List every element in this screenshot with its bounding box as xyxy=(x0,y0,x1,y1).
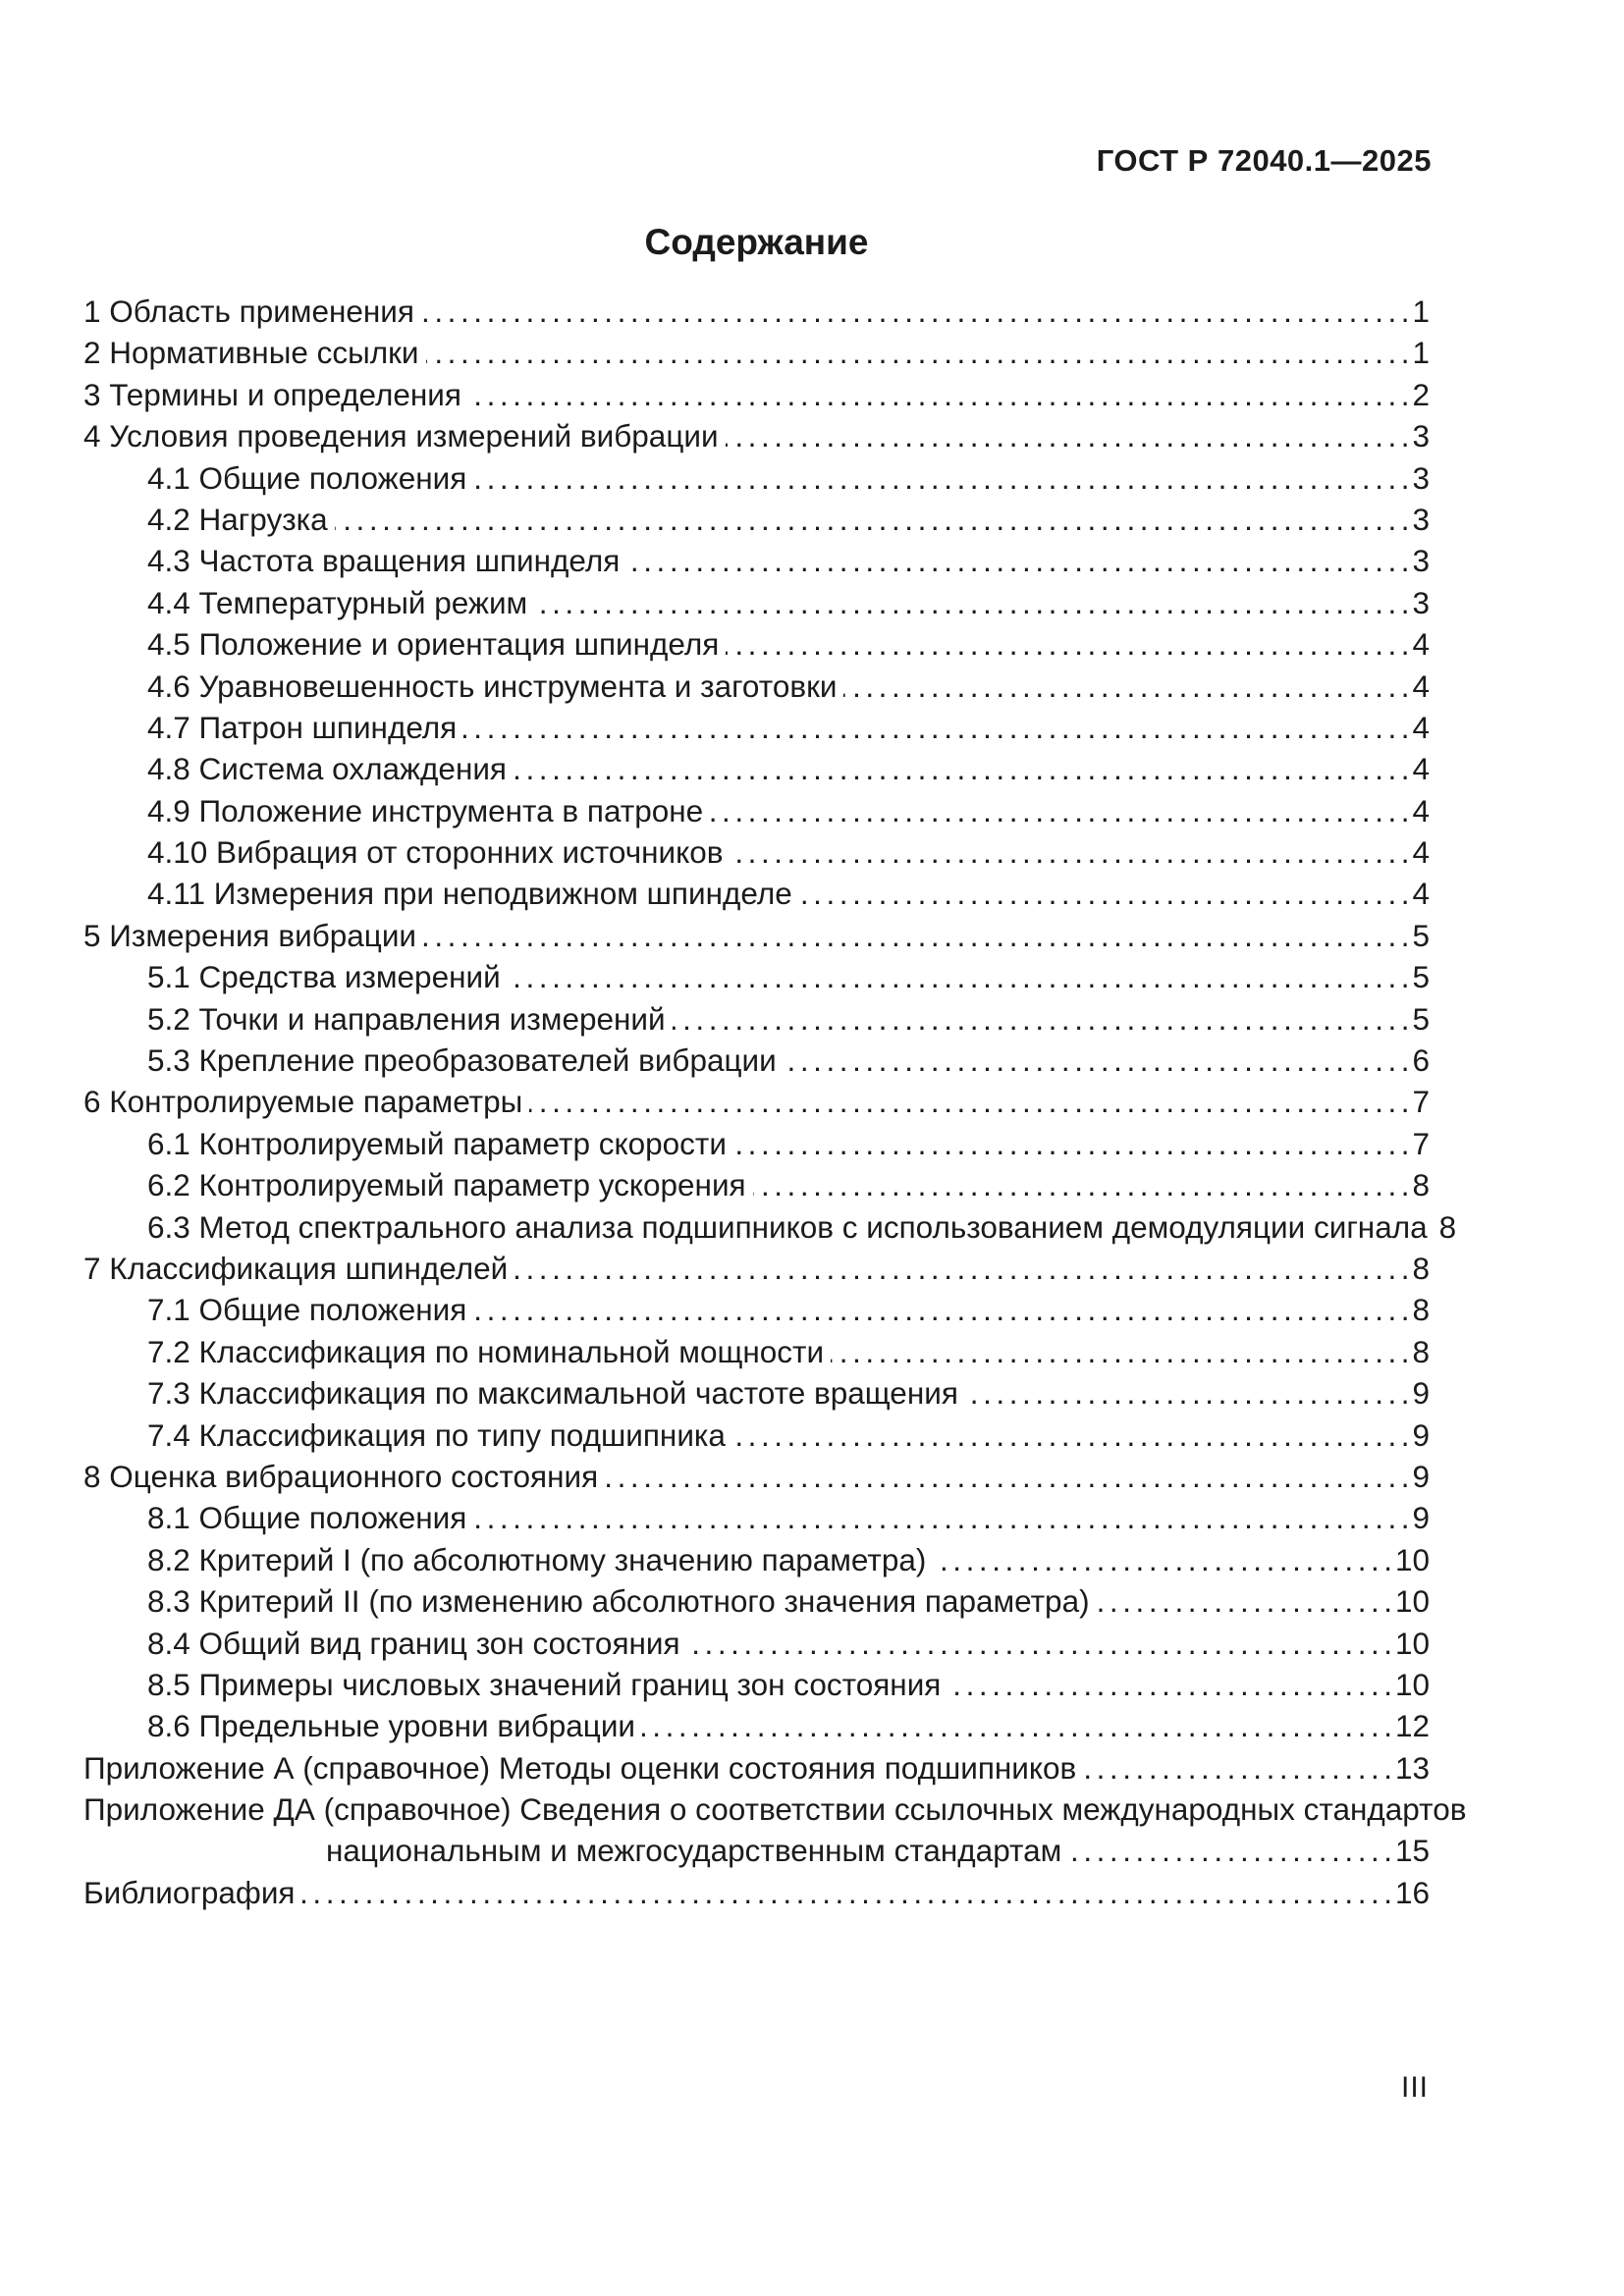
toc-entry xyxy=(83,332,1430,373)
toc-entry-page-number: 1 xyxy=(1412,294,1430,329)
toc-entry-page-number: 5 xyxy=(1412,959,1430,995)
toc-entry xyxy=(83,1289,1430,1330)
toc-entry-page-number: 8 xyxy=(1412,1292,1430,1328)
dot-leader xyxy=(626,540,1407,581)
toc-entry-label: Приложение ДА (справочное) Сведения о соответствии ссылочных международных стандартов xyxy=(83,1791,1467,1828)
dot-leader xyxy=(529,1081,1407,1122)
toc-entry-label: 4 Условия проведения измерений вибрации xyxy=(83,418,719,454)
dot-leader xyxy=(831,1331,1407,1372)
dot-leader xyxy=(731,831,1408,873)
toc-entry-label: 6.1 Контролируемый параметр скорости xyxy=(147,1125,727,1161)
dot-leader xyxy=(463,707,1407,748)
toc-entry xyxy=(83,1040,1430,1081)
toc-entry xyxy=(83,499,1430,540)
toc-entry xyxy=(83,998,1430,1040)
toc-entry xyxy=(83,1081,1430,1122)
toc-entry-page-number: 4 xyxy=(1412,626,1430,663)
toc-entry-page-number: 3 xyxy=(1412,459,1430,496)
dot-leader xyxy=(468,374,1408,415)
toc-entry xyxy=(83,623,1430,665)
toc-entry-label: 5 Измерения вибрации xyxy=(83,917,417,953)
toc-entry xyxy=(83,915,1430,956)
toc-entry-page-number: 4 xyxy=(1412,792,1430,828)
dot-leader xyxy=(1083,1747,1390,1789)
toc-entry-label: 4.8 Система охлаждения xyxy=(147,751,507,787)
toc-entry-page-number: 1 xyxy=(1412,335,1430,371)
toc-entry xyxy=(83,1415,1430,1456)
toc-entry xyxy=(83,1580,1430,1622)
dot-leader xyxy=(473,457,1407,499)
toc-entry-label: 7 Классификация шпинделей xyxy=(83,1250,509,1286)
toc-entry xyxy=(83,291,1430,332)
toc-entry-page-number: 15 xyxy=(1394,1833,1430,1869)
toc-entry xyxy=(83,1123,1430,1164)
toc-entry-label: 4.5 Положение и ориентация шпинделя xyxy=(147,626,720,663)
toc-entry xyxy=(83,1830,1430,1871)
toc-entry xyxy=(83,748,1430,789)
toc-entry-label: 8.6 Предельные уровни вибрации xyxy=(147,1708,636,1744)
toc-entry xyxy=(83,1164,1430,1205)
dot-leader xyxy=(534,582,1407,623)
toc-entry-label: 5.3 Крепление преобразователей вибрации xyxy=(147,1042,777,1079)
dot-leader xyxy=(1097,1580,1390,1622)
toc-entry-page-number: 5 xyxy=(1412,1000,1430,1037)
toc-entry-label: 4.11 Измерения при неподвижном шпинделе xyxy=(147,876,792,912)
dot-leader xyxy=(673,998,1408,1040)
dot-leader xyxy=(514,1248,1407,1289)
toc-entry-page-number: 8 xyxy=(1412,1250,1430,1286)
toc-entry-page-number: 12 xyxy=(1394,1708,1430,1744)
toc-entry-label: 6 Контролируемые параметры xyxy=(83,1084,523,1120)
toc-entry xyxy=(83,457,1430,499)
toc-entry-page-number: 4 xyxy=(1412,751,1430,787)
dot-leader xyxy=(605,1456,1407,1497)
toc-entry-page-number: 16 xyxy=(1394,1874,1430,1910)
toc-entry-label: 8.3 Критерий II (по изменению абсолютного значения параметра) xyxy=(147,1583,1090,1620)
toc-entry-label: 5.1 Средства измерений xyxy=(147,959,501,995)
toc-entry-label: 4.2 Нагрузка xyxy=(147,501,328,537)
toc-entry-page-number: 3 xyxy=(1412,584,1430,620)
toc-entry-label: 6.3 Метод спектрального анализа подшипников с использованием демодуляции сигнала xyxy=(147,1208,1428,1245)
toc-entry xyxy=(83,1248,1430,1289)
dot-leader xyxy=(733,1123,1408,1164)
toc-entry-label: 4.6 Уравновешенность инструмента и заготовки xyxy=(147,667,838,704)
toc-entry-label: 7.3 Классификация по максимальной частоте вращения xyxy=(147,1375,958,1412)
toc-entry-page-number: 4 xyxy=(1412,834,1430,871)
toc-entry-label: 7.2 Классификация по номинальной мощности xyxy=(147,1333,825,1369)
dot-leader xyxy=(799,873,1408,914)
toc-entry-page-number: 8 xyxy=(1438,1208,1457,1245)
toc-entry xyxy=(83,1372,1430,1414)
toc-entry-page-number: 8 xyxy=(1412,1333,1430,1369)
toc-entry-label: 7.4 Классификация по типу подшипника xyxy=(147,1416,726,1453)
toc-entry-page-number: 10 xyxy=(1394,1541,1430,1577)
toc-entry-label: 8.5 Примеры числовых значений границ зон состояния xyxy=(147,1666,942,1702)
toc-entry-page-number: 4 xyxy=(1412,667,1430,704)
toc-entry-label: 3 Термины и определения xyxy=(83,376,461,412)
toc-entry-page-number: 5 xyxy=(1412,917,1430,953)
toc-entry-label: 8 Оценка вибрационного состояния xyxy=(83,1458,599,1494)
dot-leader xyxy=(710,790,1407,831)
toc-entry xyxy=(83,707,1430,748)
toc-entry-label: 2 Нормативные ссылки xyxy=(83,335,419,371)
dot-leader xyxy=(426,332,1408,373)
toc-entry xyxy=(83,1664,1430,1705)
dot-leader xyxy=(965,1372,1408,1414)
toc-entry xyxy=(83,1705,1430,1746)
toc-entry xyxy=(83,873,1430,914)
dot-leader xyxy=(473,1289,1407,1330)
toc-entry-page-number: 9 xyxy=(1412,1375,1430,1412)
toc-entry xyxy=(83,1539,1430,1580)
toc-entry-page-number: 6 xyxy=(1412,1042,1430,1079)
toc-entry-label: 4.10 Вибрация от сторонних источников xyxy=(147,834,724,871)
toc-entry-label: Библиография xyxy=(83,1874,296,1910)
dot-leader xyxy=(753,1164,1408,1205)
dot-leader xyxy=(508,956,1408,997)
dot-leader xyxy=(726,623,1407,665)
dot-leader xyxy=(933,1539,1390,1580)
toc-entry xyxy=(83,1789,1467,1830)
toc-entry-page-number: 9 xyxy=(1412,1416,1430,1453)
toc-entry-label: 4.3 Частота вращения шпинделя xyxy=(147,543,621,579)
dot-leader xyxy=(784,1040,1408,1081)
toc-entry-page-number: 4 xyxy=(1412,876,1430,912)
toc-entry-page-number: 3 xyxy=(1412,418,1430,454)
dot-leader xyxy=(335,499,1408,540)
toc-entry-page-number: 8 xyxy=(1412,1167,1430,1203)
toc-entry-page-number: 7 xyxy=(1412,1084,1430,1120)
toc-entry-page-number: 13 xyxy=(1394,1749,1430,1786)
dot-leader xyxy=(421,291,1408,332)
toc-entry-label: 8.4 Общий вид границ зон состояния xyxy=(147,1625,680,1661)
toc-entry-page-number: 2 xyxy=(1412,376,1430,412)
toc-entry xyxy=(83,790,1430,831)
toc-entry-page-number: 9 xyxy=(1412,1500,1430,1536)
dot-leader xyxy=(732,1415,1408,1456)
dot-leader xyxy=(423,915,1407,956)
dot-leader xyxy=(726,415,1408,456)
toc-entry-label: 4.4 Температурный режим xyxy=(147,584,528,620)
toc-entry-label: 6.2 Контролируемый параметр ускорения xyxy=(147,1167,746,1203)
toc-entry-label: национальным и межгосударственным стандартам xyxy=(326,1833,1062,1869)
toc-entry xyxy=(83,666,1430,707)
toc-entry xyxy=(83,1331,1430,1372)
dot-leader xyxy=(302,1872,1390,1913)
standard-code: ГОСТ Р 72040.1—2025 xyxy=(1096,143,1432,178)
dot-leader xyxy=(642,1705,1390,1746)
dot-leader xyxy=(843,666,1407,707)
toc-entry-page-number: 10 xyxy=(1394,1666,1430,1702)
toc-entry-label: 8.1 Общие положения xyxy=(147,1500,467,1536)
page-title: Содержание xyxy=(644,222,869,262)
dot-leader xyxy=(687,1623,1390,1664)
dot-leader xyxy=(514,748,1407,789)
toc-entry-page-number: 10 xyxy=(1394,1583,1430,1620)
toc-entry-label: 8.2 Критерий I (по абсолютному значению параметра) xyxy=(147,1541,927,1577)
toc-entry xyxy=(83,415,1430,456)
toc-entry-label: 1 Область применения xyxy=(83,294,414,329)
dot-leader xyxy=(1068,1830,1390,1871)
toc-entry xyxy=(83,1206,1457,1248)
toc-entry-label: 4.7 Патрон шпинделя xyxy=(147,709,458,745)
toc-entry-page-number: 4 xyxy=(1412,709,1430,745)
toc-entry xyxy=(83,1747,1430,1789)
toc-entry xyxy=(83,1497,1430,1538)
toc-entry-page-number: 9 xyxy=(1412,1458,1430,1494)
toc-entry-label: Приложение А (справочное) Методы оценки состояния подшипников xyxy=(83,1749,1077,1786)
toc-entry xyxy=(83,374,1430,415)
toc-entry xyxy=(83,582,1430,623)
toc-entry xyxy=(83,1872,1430,1913)
toc-entry-page-number: 7 xyxy=(1412,1125,1430,1161)
toc-entry xyxy=(83,956,1430,997)
toc-entry-label: 4.1 Общие положения xyxy=(147,459,467,496)
toc-entry xyxy=(83,1623,1430,1664)
toc-entry xyxy=(83,831,1430,873)
toc-entry xyxy=(83,1456,1430,1497)
dot-leader xyxy=(473,1497,1407,1538)
toc-entry-page-number: 3 xyxy=(1412,501,1430,537)
dot-leader xyxy=(947,1664,1390,1705)
toc-list xyxy=(83,291,1467,1913)
toc-entry-label: 7.1 Общие положения xyxy=(147,1292,467,1328)
toc-entry-page-number: 3 xyxy=(1412,543,1430,579)
folio-page-number: III xyxy=(1400,2071,1429,2104)
toc-entry-label: 4.9 Положение инструмента в патроне xyxy=(147,792,704,828)
toc-entry-page-number: 10 xyxy=(1394,1625,1430,1661)
toc-entry xyxy=(83,540,1430,581)
toc-entry-label: 5.2 Точки и направления измерений xyxy=(147,1000,666,1037)
